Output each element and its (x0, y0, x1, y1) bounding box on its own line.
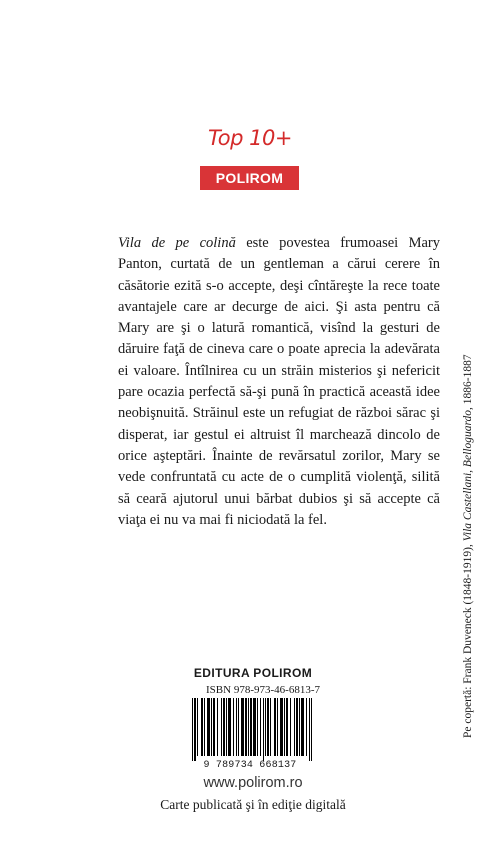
publisher-badge: POLIROM (200, 166, 299, 190)
book-blurb (118, 233, 440, 531)
barcode-digits: 9 789734 668137 (203, 760, 297, 771)
series-label: Top 10+ (208, 126, 292, 150)
website-link[interactable]: www.polirom.ro (203, 775, 303, 791)
cover-credit-prefix: Pe copertă: Frank Duveneck (1848-1919), (462, 541, 474, 738)
series-logo (200, 126, 300, 150)
digital-edition-note: Carte publicată şi în ediţie digitală (160, 797, 346, 812)
isbn-text: ISBN 978-973-46-6813-7 (206, 684, 320, 696)
barcode-icon (188, 698, 316, 761)
publisher-name: EDITURA POLIROM (193, 666, 313, 680)
cover-credit-work: Vila Castellani, Belloguardo (462, 409, 474, 542)
book-title: Vila de pe colină (118, 235, 236, 251)
blurb-text: este povestea frumoasei Mary Panton, curtată de un gentleman a cărui cerere în căsătorie ezită s-o accepte, deşi cîntăreşte la rece toate avantajele care ar decurge de aici. Şi asta pentru că Mary are şi o latură romantică, visînd la gesturi de dăruire faţă de cineva care o poate aprecia la adevărata ei valoare. Întîlnirea cu un străin misterios şi nefericit pare ocazia perfectă să-şi pună în practică această idee neobişnuită. Străinul este un refugiat de război sărac şi disperat, iar gestul ei altruist îl marchează dincolo de orice aşteptări. Înainte de revărsatul zorilor, Mary se vede confruntată cu acte de o cumplită violenţă, silită să ceară ajutorul unui bărbat dubios şi să accepte că viaţa ei nu va mai fi niciodată la fel. (118, 235, 440, 528)
cover-credit-suffix: , 1886-1887 (462, 354, 474, 410)
